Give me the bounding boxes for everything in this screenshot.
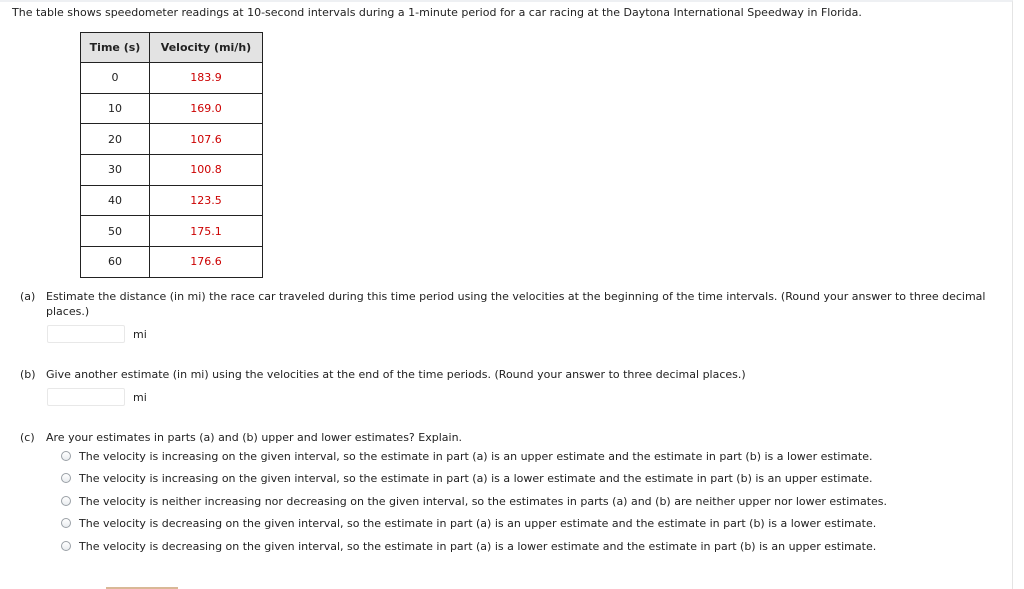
table-header-row xyxy=(81,33,263,63)
part-c-text: Are your estimates in parts (a) and (b) upper and lower estimates? Explain. xyxy=(46,431,463,444)
table-row xyxy=(81,155,263,186)
velocity-cell: 183.9 xyxy=(150,63,263,94)
velocity-cell: 175.1 xyxy=(150,216,263,247)
option-text[interactable]: The velocity is decreasing on the given interval, so the estimate in part (a) is an upper estimate and the estimate in part (b) is a lower estimate. xyxy=(79,517,877,531)
part-c-label: (c) xyxy=(20,431,35,444)
table-row xyxy=(81,247,263,278)
part-b-unit: mi xyxy=(133,391,147,404)
time-cell: 20 xyxy=(81,124,150,155)
velocity-cell: 100.8 xyxy=(150,155,263,186)
part-b-input[interactable] xyxy=(47,388,125,406)
option-text[interactable]: The velocity is increasing on the given interval, so the estimate in part (a) is an upper estimate and the estimate in part (b) is a lower estimate. xyxy=(79,450,873,463)
radio-button[interactable] xyxy=(61,541,71,551)
part-a-input[interactable] xyxy=(47,325,125,343)
time-cell: 60 xyxy=(81,247,150,278)
option-text[interactable]: The velocity is decreasing on the given interval, so the estimate in part (a) is a lower estimate and the estimate in part (b) is an upper estimate. xyxy=(79,539,877,553)
time-cell: 10 xyxy=(81,93,150,124)
time-cell: 40 xyxy=(81,185,150,216)
time-cell: 30 xyxy=(81,155,150,186)
part-a-unit: mi xyxy=(133,328,147,341)
time-column-header: Time (s) xyxy=(81,33,150,63)
option-text[interactable]: The velocity is neither increasing nor decreasing on the given interval, so the estimates in parts (a) and (b) are neither upper nor lower estimates. xyxy=(79,494,888,508)
time-cell: 0 xyxy=(81,63,150,94)
radio-button[interactable] xyxy=(61,496,71,506)
table-row xyxy=(81,124,263,155)
table-row xyxy=(81,185,263,216)
radio-button[interactable] xyxy=(61,451,71,461)
part-b-label: (b) xyxy=(20,368,36,381)
part-a-text: Estimate the distance (in mi) the race car traveled during this time period using the velocities at the beginning of the time intervals. (Round your answer to three decimal places.) xyxy=(46,290,986,318)
time-cell: 50 xyxy=(81,216,150,247)
part-b-text: Give another estimate (in mi) using the velocities at the end of the time periods. (Round your answer to three decimal places.) xyxy=(46,368,746,381)
part-c-question xyxy=(20,430,995,445)
speed-table xyxy=(80,32,263,278)
table-row xyxy=(81,63,263,94)
part-a-label: (a) xyxy=(20,290,36,303)
problem-intro: The table shows speedometer readings at 10-second intervals during a 1-minute period for a car racing at the Daytona International Speedway in Florida. xyxy=(12,6,862,19)
velocity-cell: 107.6 xyxy=(150,124,263,155)
option-text[interactable]: The velocity is increasing on the given interval, so the estimate in part (a) is a lower estimate and the estimate in part (b) is an upper estimate. xyxy=(79,472,873,486)
velocity-cell: 169.0 xyxy=(150,93,263,124)
part-b-question xyxy=(20,367,995,382)
velocity-cell: 176.6 xyxy=(150,247,263,278)
velocity-column-header: Velocity (mi/h) xyxy=(150,33,263,63)
table-row xyxy=(81,93,263,124)
table-row xyxy=(81,216,263,247)
part-a-question xyxy=(20,289,995,319)
velocity-cell: 123.5 xyxy=(150,185,263,216)
